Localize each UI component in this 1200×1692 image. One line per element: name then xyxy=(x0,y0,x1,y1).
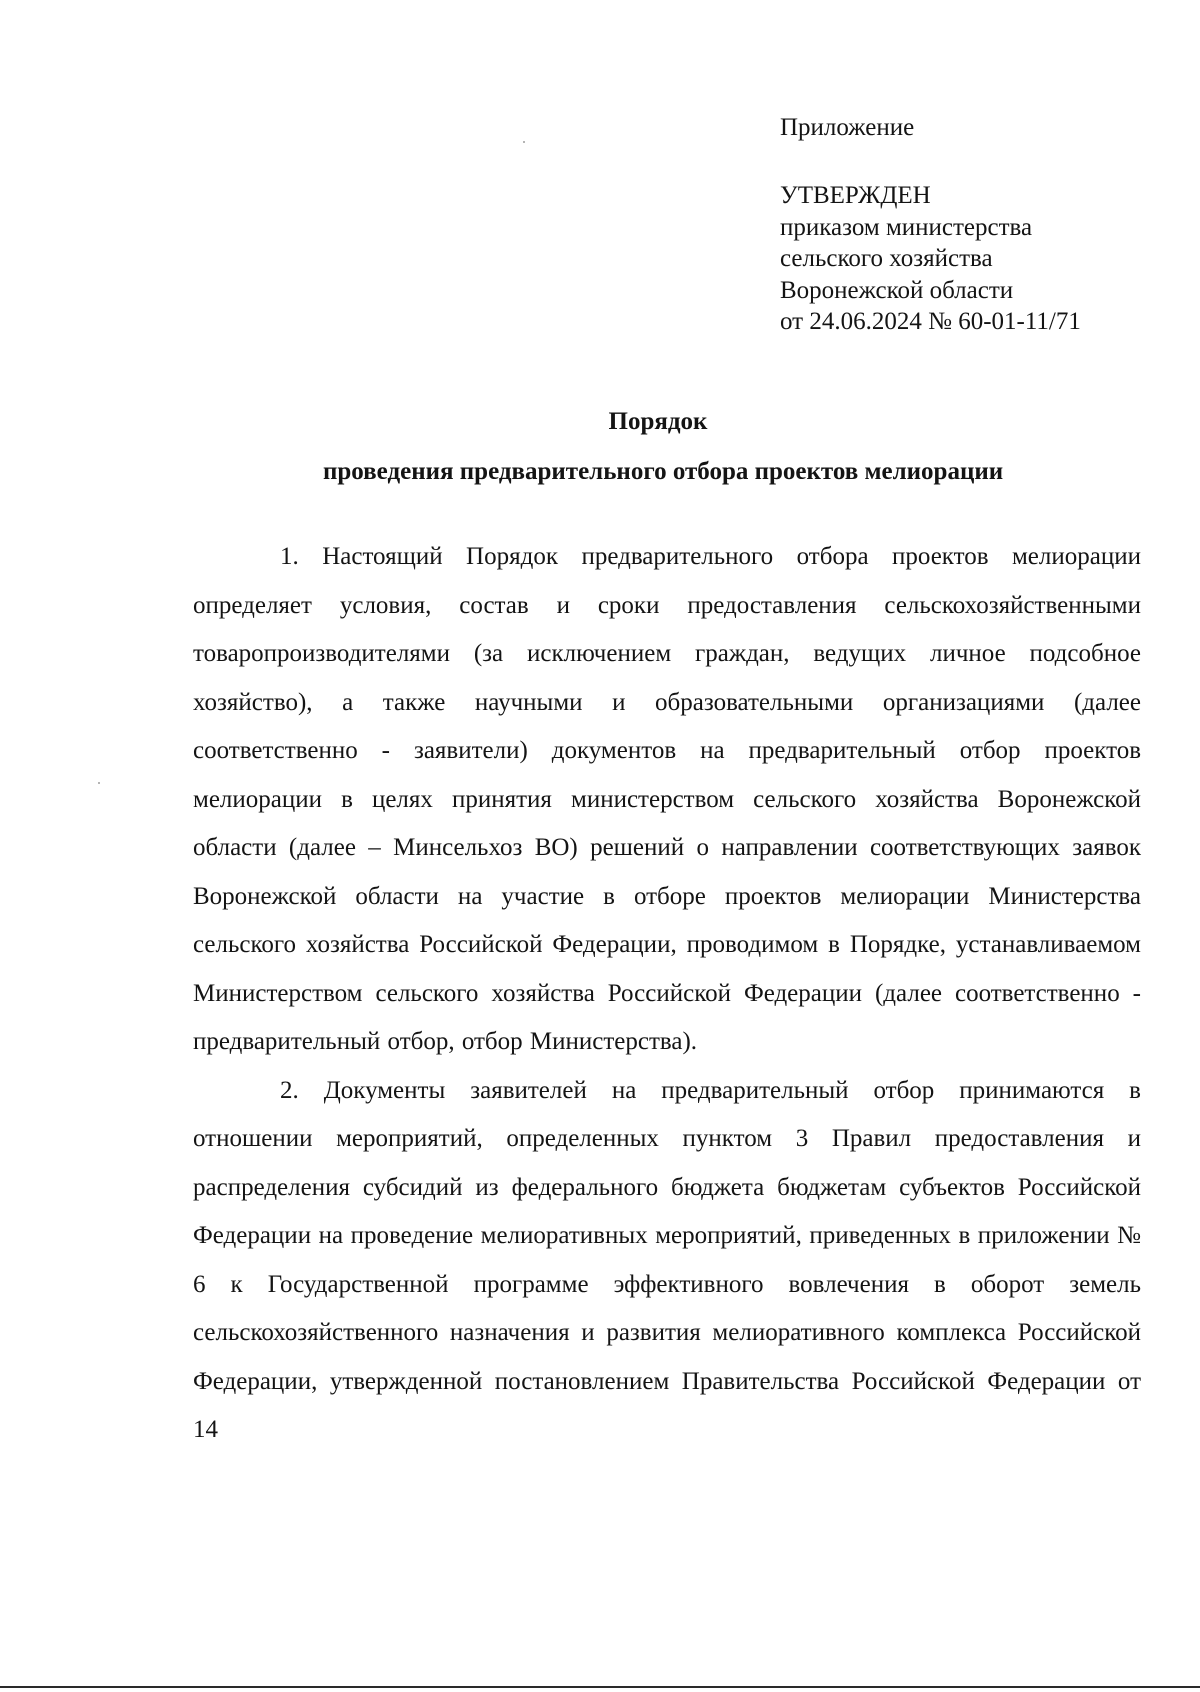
approved-line-2: сельского хозяйства xyxy=(780,245,993,272)
approved-line-3: Воронежской области xyxy=(780,276,1014,304)
document-body xyxy=(193,533,1141,1455)
approved-heading: УТВЕРЖДЕН xyxy=(780,182,931,209)
paragraph-2: 2. Документы заявителей на предварительный отбор принимаются в отношении мероприятий, определенных пунктом 3 Правил предоставления и распределения субсидий из федерального бюджета бюджетам субъектов Российской Федерации на проведение мелиоративных мероприятий, приведенных в приложении № 6 к Государственной программе эффективного вовлечения в оборот земель сельскохозяйственного назначения и развития мелиоративного комплекса Российской Федерации, утвержденной постановлением Правительства Российской Федерации от 14 xyxy=(193,1076,1141,1443)
scan-speck xyxy=(523,141,525,143)
approval-stamp-block xyxy=(780,180,1081,338)
approved-line-1: приказом министерства xyxy=(780,213,1033,241)
document-title: Порядок xyxy=(608,408,708,435)
appendix-label: Приложение xyxy=(780,114,915,141)
approved-line-4: от 24.06.2024 № 60-01-11/71 xyxy=(780,308,1081,335)
scan-edge-line xyxy=(0,1686,1200,1688)
paragraph-1: 1. Настоящий Порядок предварительного отбора проектов мелиорации определяет условия, состав и сроки предоставления сельскохозяйственными товаропроизводителями (за исключением граждан, ведущих личное подсобное хозяйство), а также научными и образовательными организациями (далее соответственно - заявители) документов на предварительный отбор проектов мелиорации в целях принятия министерством сельского хозяйства Воронежской области (далее – Минсельхоз ВО) решений о направлении соответствующих заявок Воронежской области на участие в отборе проектов мелиорации Министерства сельского хозяйства Российской Федерации, проводимом в Порядке, устанавливаемом Министерством сельского хозяйства Российской Федерации (далее соответственно - предварительный отбор, отбор Министерства). xyxy=(193,543,1141,1055)
scan-speck xyxy=(98,782,100,784)
document-subtitle-text: проведения предварительного отбора проектов мелиорации xyxy=(323,458,1004,485)
